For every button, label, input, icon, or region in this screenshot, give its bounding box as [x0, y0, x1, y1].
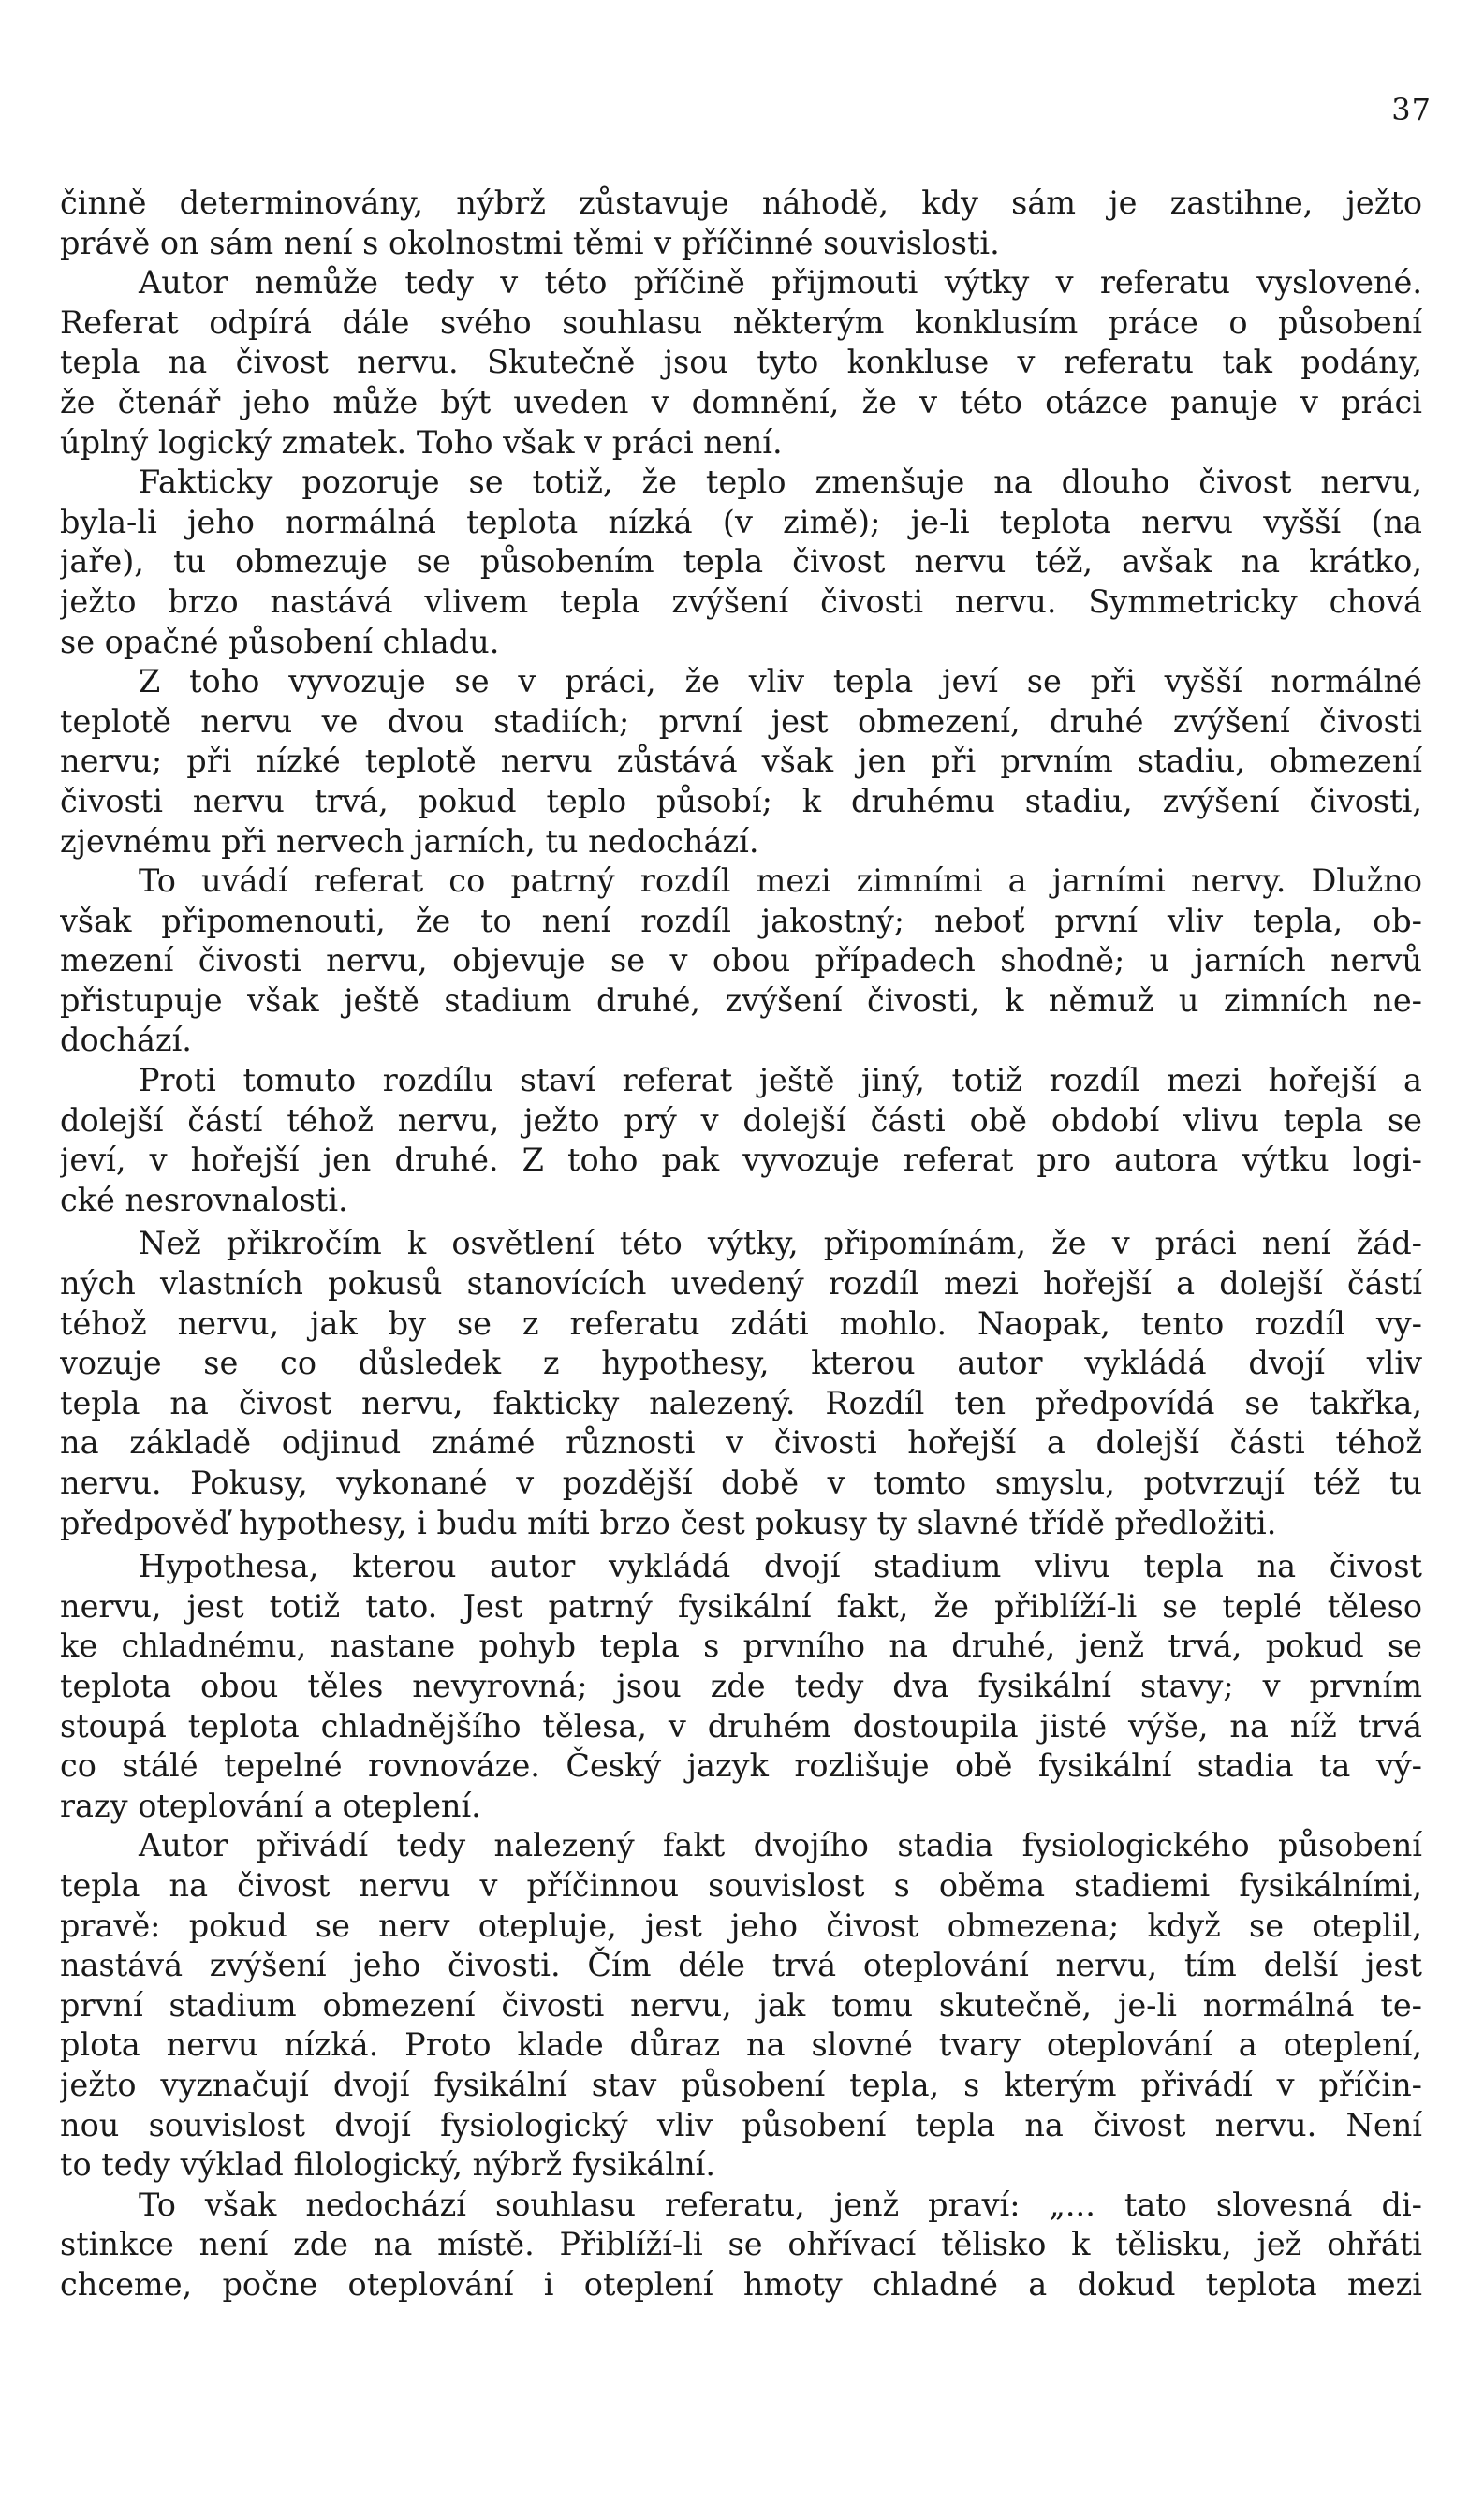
text-line: ježto vyznačují dvojí fysikální stav působení tepla, s kterým přivádí v příčin-: [60, 2066, 1422, 2103]
text-line: Proti tomuto rozdílu staví referat ještě jiný, totiž rozdíl mezi hořejší a: [139, 1062, 1422, 1099]
text-line: to tedy výklad filologický, nýbrž fysikální.: [60, 2146, 716, 2184]
text-line: na základě odjinud známé různosti v čivosti hořejší a dolejší části téhož: [60, 1424, 1422, 1462]
text-line: Hypothesa, kterou autor vykládá dvojí stadium vlivu tepla na čivost: [139, 1548, 1422, 1585]
text-line: razy oteplování a oteplení.: [60, 1787, 481, 1824]
text-line: byla-li jeho normálná teplota nízká (v zimě); je-li teplota nervu vyšší (na: [60, 503, 1422, 540]
text-line: dochází.: [60, 1022, 192, 1059]
text-line: nastává zvýšení jeho čivosti. Čím déle trvá oteplování nervu, tím delší jest: [60, 1947, 1422, 1984]
text-line: nervu. Pokusy, vykonané v pozdější době v tomto smyslu, potvrzují též tu: [60, 1465, 1422, 1501]
text-line: tepla na čivost nervu, fakticky nalezený. Rozdíl ten předpovídá se takřka,: [60, 1384, 1422, 1421]
text-line: jeví, v hořejší jen druhé. Z toho pak vyvozuje referat pro autora výtku logi-: [60, 1141, 1422, 1179]
text-line: cké nesrovnalosti.: [60, 1181, 348, 1218]
paragraph: [60, 861, 1422, 1061]
text-line: chceme, počne oteplování i oteplení hmoty chladné a dokud teplota mezi: [60, 2265, 1422, 2303]
text-line: Autor nemůže tedy v této příčině přijmouti výtky v referatu vyslovené.: [139, 264, 1422, 302]
paragraph: [60, 1547, 1422, 1826]
text-line: To však nedochází souhlasu referatu, jenž praví: „... tato slovesná di-: [139, 2186, 1422, 2223]
text-line: však připomenouti, že to není rozdíl jakostný; neboť první vliv tepla, ob-: [60, 902, 1422, 939]
text-line: teplotě nervu ve dvou stadiích; první jest obmezení, druhé zvýšení čivosti: [60, 702, 1422, 740]
text-line: ke chladnému, nastane pohyb tepla s prvního na druhé, jenž trvá, pokud se: [60, 1627, 1422, 1665]
text-line: že čtenář jeho může být uveden v domnění, že v této otázce panuje v práci: [60, 383, 1422, 420]
text-line: první stadium obmezení čivosti nervu, jak tomu skutečně, je-li normálná te-: [60, 1986, 1422, 2024]
text-line: čivosti nervu trvá, pokud teplo působí; k druhému stadiu, zvýšení čivosti,: [60, 782, 1422, 819]
text-line: jaře), tu obmezuje se působením tepla čivost nervu též, avšak na krátko,: [60, 543, 1422, 581]
text-line: dolejší částí téhož nervu, ježto prý v dolejší části obě období vlivu tepla se: [60, 1101, 1422, 1139]
paragraph: [60, 184, 1422, 263]
text-line: ježto brzo nastává vlivem tepla zvýšení čivosti nervu. Symmetricky chová: [60, 582, 1422, 620]
text-line: mezení čivosti nervu, objevuje se v obou případech shodně; u jarních nervů: [60, 942, 1422, 979]
text-line: plota nervu nízká. Proto klade důraz na slovné tvary oteplování a oteplení,: [60, 2026, 1422, 2064]
text-line: právě on sám není s okolnostmi těmi v příčinné souvislosti.: [60, 224, 1000, 261]
text-line: Než přikročím k osvětlení této výtky, připomínám, že v práci není žád-: [139, 1225, 1422, 1262]
text-line: Autor přivádí tedy nalezený fakt dvojího stadia fysiologického působení: [139, 1827, 1422, 1864]
text-line: se opačné působení chladu.: [60, 623, 500, 660]
text-line: ných vlastních pokusů stanovících uvedený rozdíl mezi hořejší a dolejší částí: [60, 1265, 1422, 1303]
paragraph: [60, 2186, 1422, 2305]
page-body: [60, 184, 1422, 2304]
paragraph: [60, 1061, 1422, 1220]
paragraph: [60, 1224, 1422, 1543]
text-line: nervu, jest totiž tato. Jest patrný fysikální fakt, že přiblíží-li se teplé těleso: [60, 1587, 1422, 1625]
paragraph: [60, 662, 1422, 861]
text-line: předpověď hypothesy, i budu míti brzo čest pokusy ty slavné třídě předložiti.: [60, 1504, 1277, 1541]
text-line: činně determinovány, nýbrž zůstavuje náhodě, kdy sám je zastihne, ježto: [60, 184, 1422, 221]
paragraph: [60, 263, 1422, 463]
text-line: co stálé tepelné rovnováze. Český jazyk rozlišuje obě fysikální stadia ta vý-: [60, 1747, 1422, 1785]
text-line: Z toho vyvozuje se v práci, že vliv tepla jeví se při vyšší normálné: [139, 663, 1422, 700]
text-line: Fakticky pozoruje se totiž, že teplo zmenšuje na dlouho čivost nervu,: [139, 464, 1422, 501]
text-line: téhož nervu, jak by se z referatu zdáti mohlo. Naopak, tento rozdíl vy-: [60, 1304, 1422, 1342]
text-line: pravě: pokud se nerv otepluje, jest jeho čivost obmezena; když se oteplil,: [60, 1907, 1422, 1944]
text-line: nou souvislost dvojí fysiologický vliv působení tepla na čivost nervu. Není: [60, 2106, 1422, 2143]
text-line: přistupuje však ještě stadium druhé, zvýšení čivosti, k němuž u zimních ne-: [60, 981, 1422, 1019]
paragraph: [60, 463, 1422, 662]
paragraph: [60, 1826, 1422, 2185]
page-number: 37: [1391, 92, 1432, 127]
text-line: teplota obou těles nevyrovná; jsou zde tedy dva fysikální stavy; v prvním: [60, 1667, 1422, 1704]
text-line: zjevnému při nervech jarních, tu nedochází.: [60, 822, 759, 860]
text-line: tepla na čivost nervu. Skutečně jsou tyto konkluse v referatu tak podány,: [60, 344, 1422, 381]
text-line: stinkce není zde na místě. Přiblíží-li se ohřívací tělisko k tělisku, jež ohřáti: [60, 2226, 1422, 2263]
text-line: stoupá teplota chladnějšího tělesa, v druhém dostoupila jisté výše, na níž trvá: [60, 1707, 1422, 1745]
text-line: úplný logický zmatek. Toho však v práci není.: [60, 423, 783, 461]
text-line: Referat odpírá dále svého souhlasu některým konklusím práce o působení: [60, 303, 1422, 341]
text-line: nervu; při nízké teplotě nervu zůstává však jen při prvním stadiu, obmezení: [60, 743, 1422, 780]
text-line: To uvádí referat co patrný rozdíl mezi zimními a jarními nervy. Dlužno: [139, 862, 1422, 900]
text-line: vozuje se co důsledek z hypothesy, kterou autor vykládá dvojí vliv: [60, 1345, 1422, 1382]
text-line: tepla na čivost nervu v příčinnou souvislost s oběma stadiemi fysikálními,: [60, 1866, 1422, 1904]
